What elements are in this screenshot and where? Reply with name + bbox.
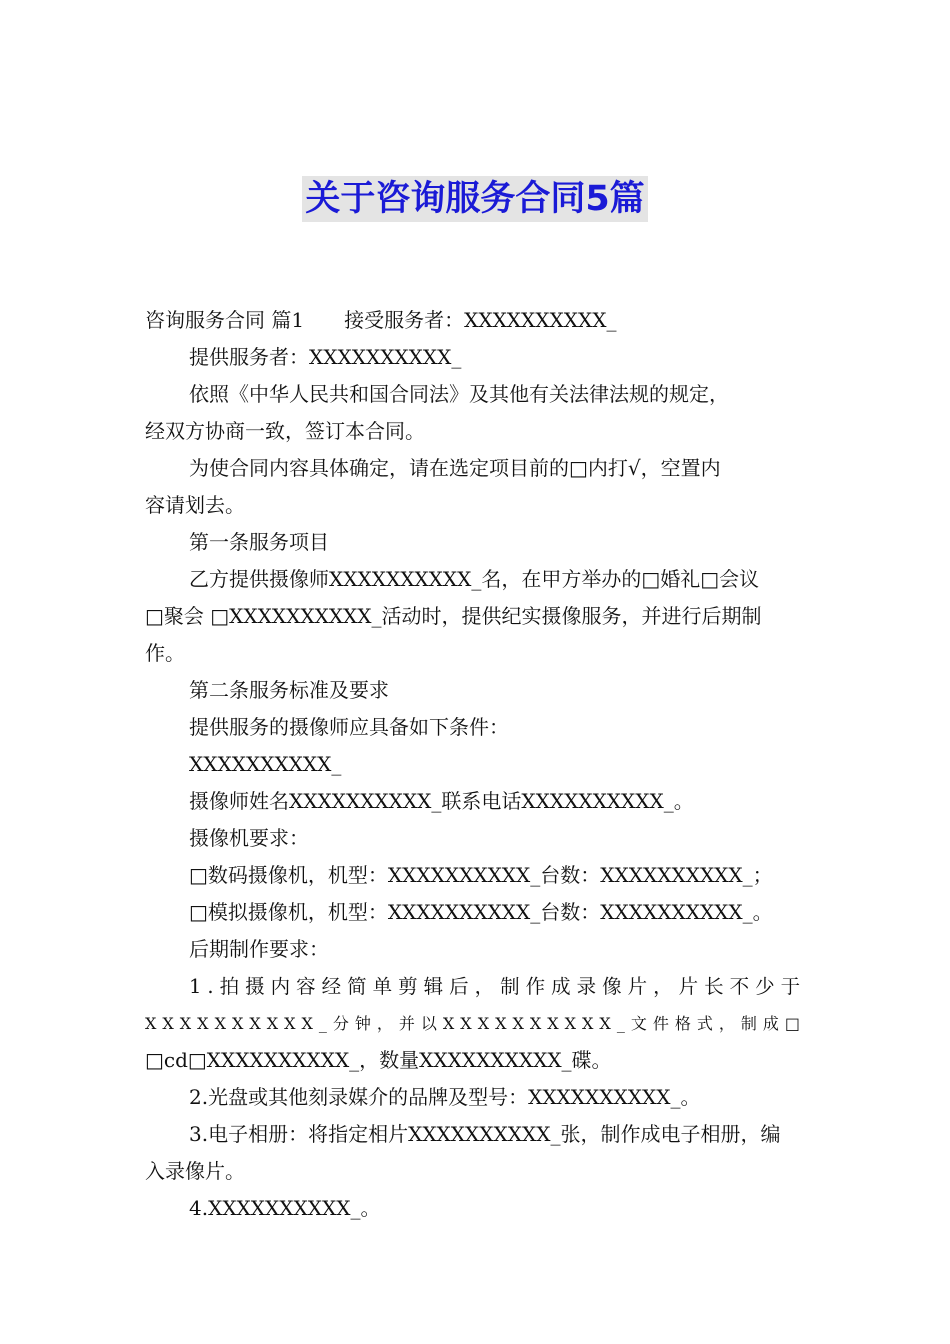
paragraph: 乙方提供摄像师XXXXXXXXXX_名，在甲方举办的□婚礼□会议: [189, 567, 760, 591]
paragraph: 摄像机要求：: [189, 826, 309, 850]
paragraph: 依照《中华人民共和国合同法》及其他有关法律法规的规定，: [189, 382, 729, 406]
paragraph: □cd□XXXXXXXXXX_，数量XXXXXXXXXX_碟。: [145, 1048, 612, 1072]
document-title: 关于咨询服务合同5篇: [302, 176, 647, 222]
paragraph: XXXXXXXXXX_: [189, 752, 342, 776]
paragraph: 作。: [145, 641, 185, 665]
article-heading: 第一条服务项目: [189, 530, 329, 554]
paragraph: [145, 302, 807, 339]
paragraph: XXXXXXXXXX_分钟，并以XXXXXXXXXX_文件格式，制成□: [145, 1014, 806, 1033]
paragraph: □模拟摄像机，机型：XXXXXXXXXX_台数：XXXXXXXXXX_。: [189, 900, 773, 924]
paragraph: 为使合同内容具体确定，请在选定项目前的□内打√，空置内: [189, 456, 721, 480]
paragraph: 经双方协商一致，签订本合同。: [145, 419, 425, 443]
article-heading: 第二条服务标准及要求: [189, 678, 389, 702]
document-body: [145, 302, 807, 1227]
paragraph: 4.XXXXXXXXXX_。: [189, 1196, 381, 1220]
paragraph: 后期制作要求：: [189, 937, 329, 961]
paragraph: 提供服务者：XXXXXXXXXX_: [189, 345, 462, 369]
paragraph: □聚会 □XXXXXXXXXX_活动时，提供纪实摄像服务，并进行后期制: [145, 604, 762, 628]
text-line: 接受服务者：XXXXXXXXXX_: [344, 308, 617, 332]
paragraph: □数码摄像机，机型：XXXXXXXXXX_台数：XXXXXXXXXX_；: [189, 863, 773, 887]
paragraph: 容请划去。: [145, 493, 245, 517]
paragraph: 1.拍摄内容经简单剪辑后，制作成录像片，片长不少于: [189, 975, 807, 998]
paragraph: 3.电子相册：将指定相片XXXXXXXXXX_张，制作成电子相册，编: [189, 1122, 781, 1146]
section-heading: 咨询服务合同 篇1: [145, 308, 305, 332]
title-container: [0, 176, 950, 222]
paragraph: 提供服务的摄像师应具备如下条件：: [189, 715, 509, 739]
paragraph: 入录像片。: [145, 1159, 245, 1183]
paragraph: 摄像师姓名XXXXXXXXXX_联系电话XXXXXXXXXX_。: [189, 789, 694, 813]
paragraph: 2.光盘或其他刻录媒介的品牌及型号：XXXXXXXXXX_。: [189, 1085, 701, 1109]
